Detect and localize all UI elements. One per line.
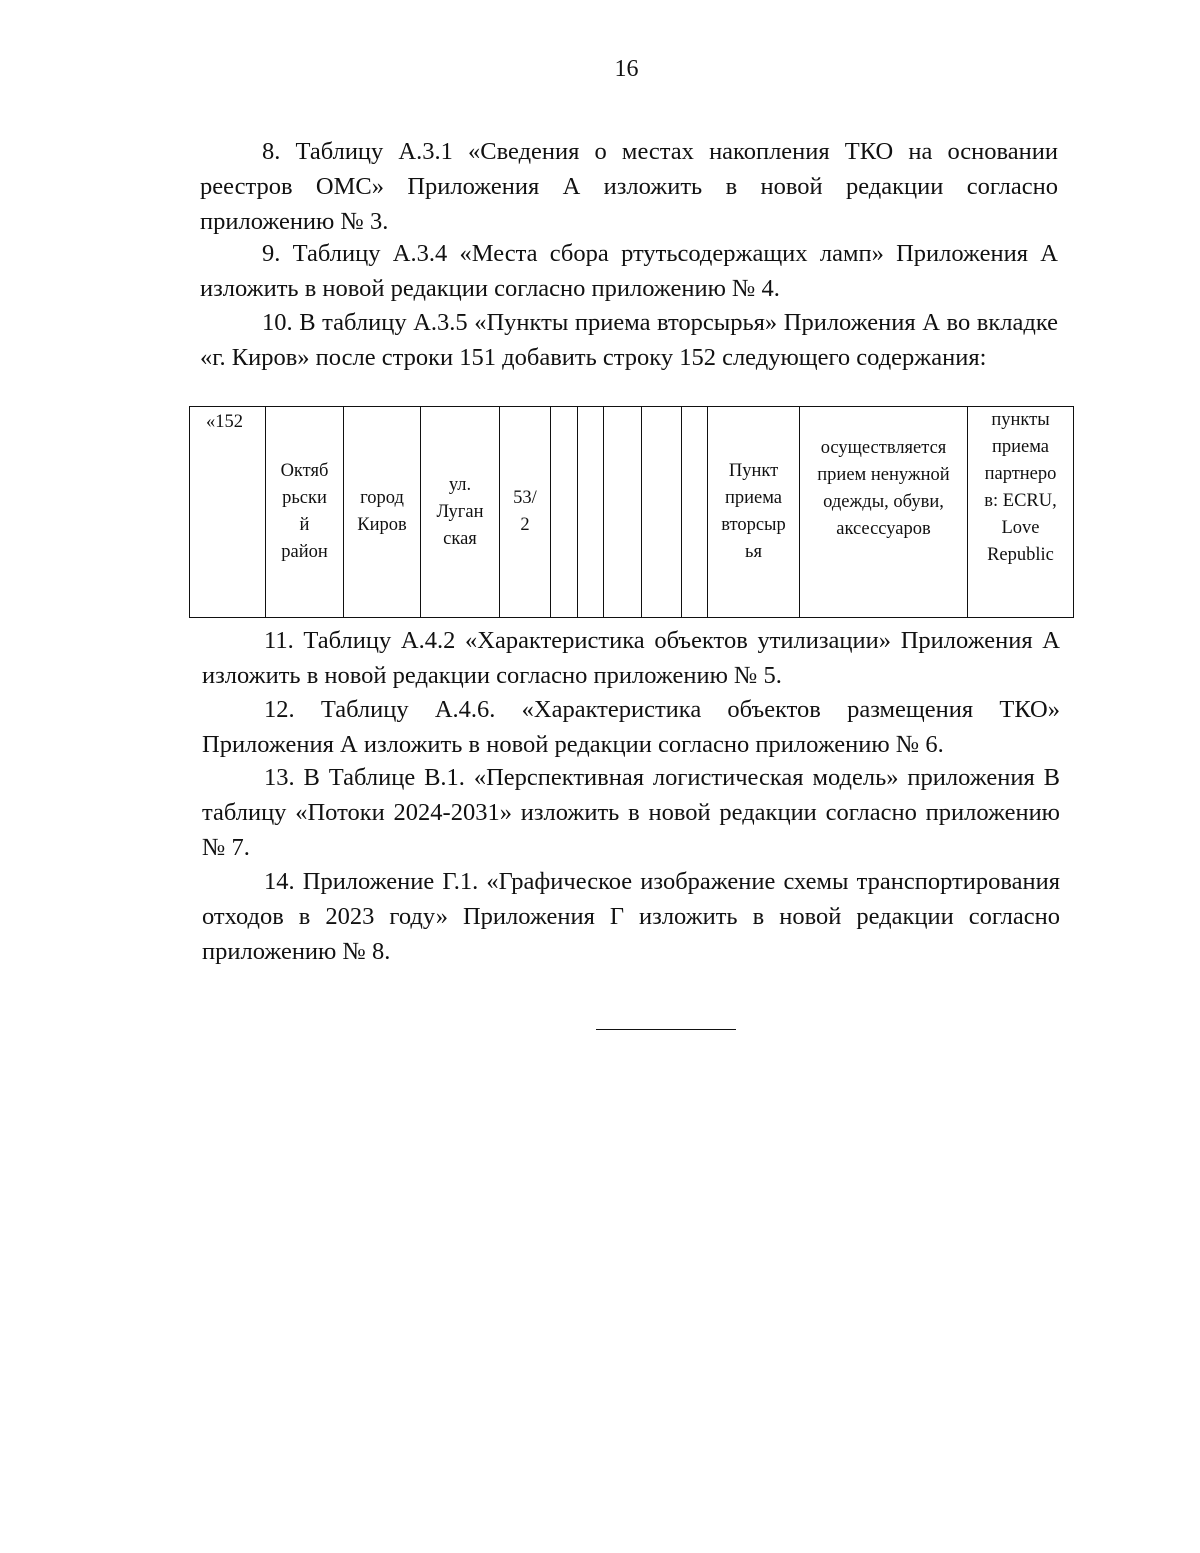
paragraph-item-11: 11. Таблицу А.4.2 «Характеристика объектов утилизации» Приложения А изложить в новой редакции согласно приложению № 5. <box>202 627 1060 689</box>
empty-cell <box>642 407 682 618</box>
empty-cell <box>551 407 578 618</box>
empty-cell <box>578 407 604 618</box>
partners-cell: пункты приема партнеро в: ECRU, Love Republic <box>968 407 1074 618</box>
paragraph-item-12: 12. Таблицу А.4.6. «Характеристика объектов размещения ТКО» Приложения А изложить в новой редакции согласно приложению № 6. <box>202 696 1060 758</box>
activity-cell: осуществляется прием ненужной одежды, обуви, аксессуаров <box>800 407 968 618</box>
paragraph-item-9: 9. Таблицу А.3.4 «Места сбора ртутьсодержащих ламп» Приложения А изложить в новой редакции согласно приложению № 4. <box>200 240 1058 302</box>
city-cell: город Киров <box>344 407 421 618</box>
table-row <box>190 407 1074 618</box>
paragraph-item-8: 8. Таблицу А.3.1 «Сведения о местах накопления ТКО на основании реестров ОМС» Приложения А изложить в новой редакции согласно приложению № 3. <box>200 138 1058 235</box>
row-number-cell: «152 <box>190 407 266 618</box>
end-divider <box>596 1029 736 1030</box>
district-cell: Октяб рьски й район <box>266 407 344 618</box>
paragraph-item-10: 10. В таблицу А.3.5 «Пункты приема вторсырья» Приложения А во вкладке «г. Киров» после строки 151 добавить строку 152 следующего содержания: <box>200 309 1058 371</box>
street-cell: ул. Луган ская <box>421 407 500 618</box>
empty-cell <box>604 407 642 618</box>
empty-cell <box>682 407 708 618</box>
inserted-row-table <box>189 406 1074 618</box>
object-type-cell: Пункт приема вторсыр ья <box>708 407 800 618</box>
paragraph-item-13: 13. В Таблице В.1. «Перспективная логистическая модель» приложения В таблицу «Потоки 2024-2031» изложить в новой редакции согласно приложению № 7. <box>202 764 1060 861</box>
house-number-cell: 53/ 2 <box>500 407 551 618</box>
paragraph-item-14: 14. Приложение Г.1. «Графическое изображение схемы транспортирования отходов в 2023 году» Приложения Г изложить в новой редакции согласно приложению № 8. <box>202 868 1060 965</box>
page-number: 16 <box>614 56 639 82</box>
